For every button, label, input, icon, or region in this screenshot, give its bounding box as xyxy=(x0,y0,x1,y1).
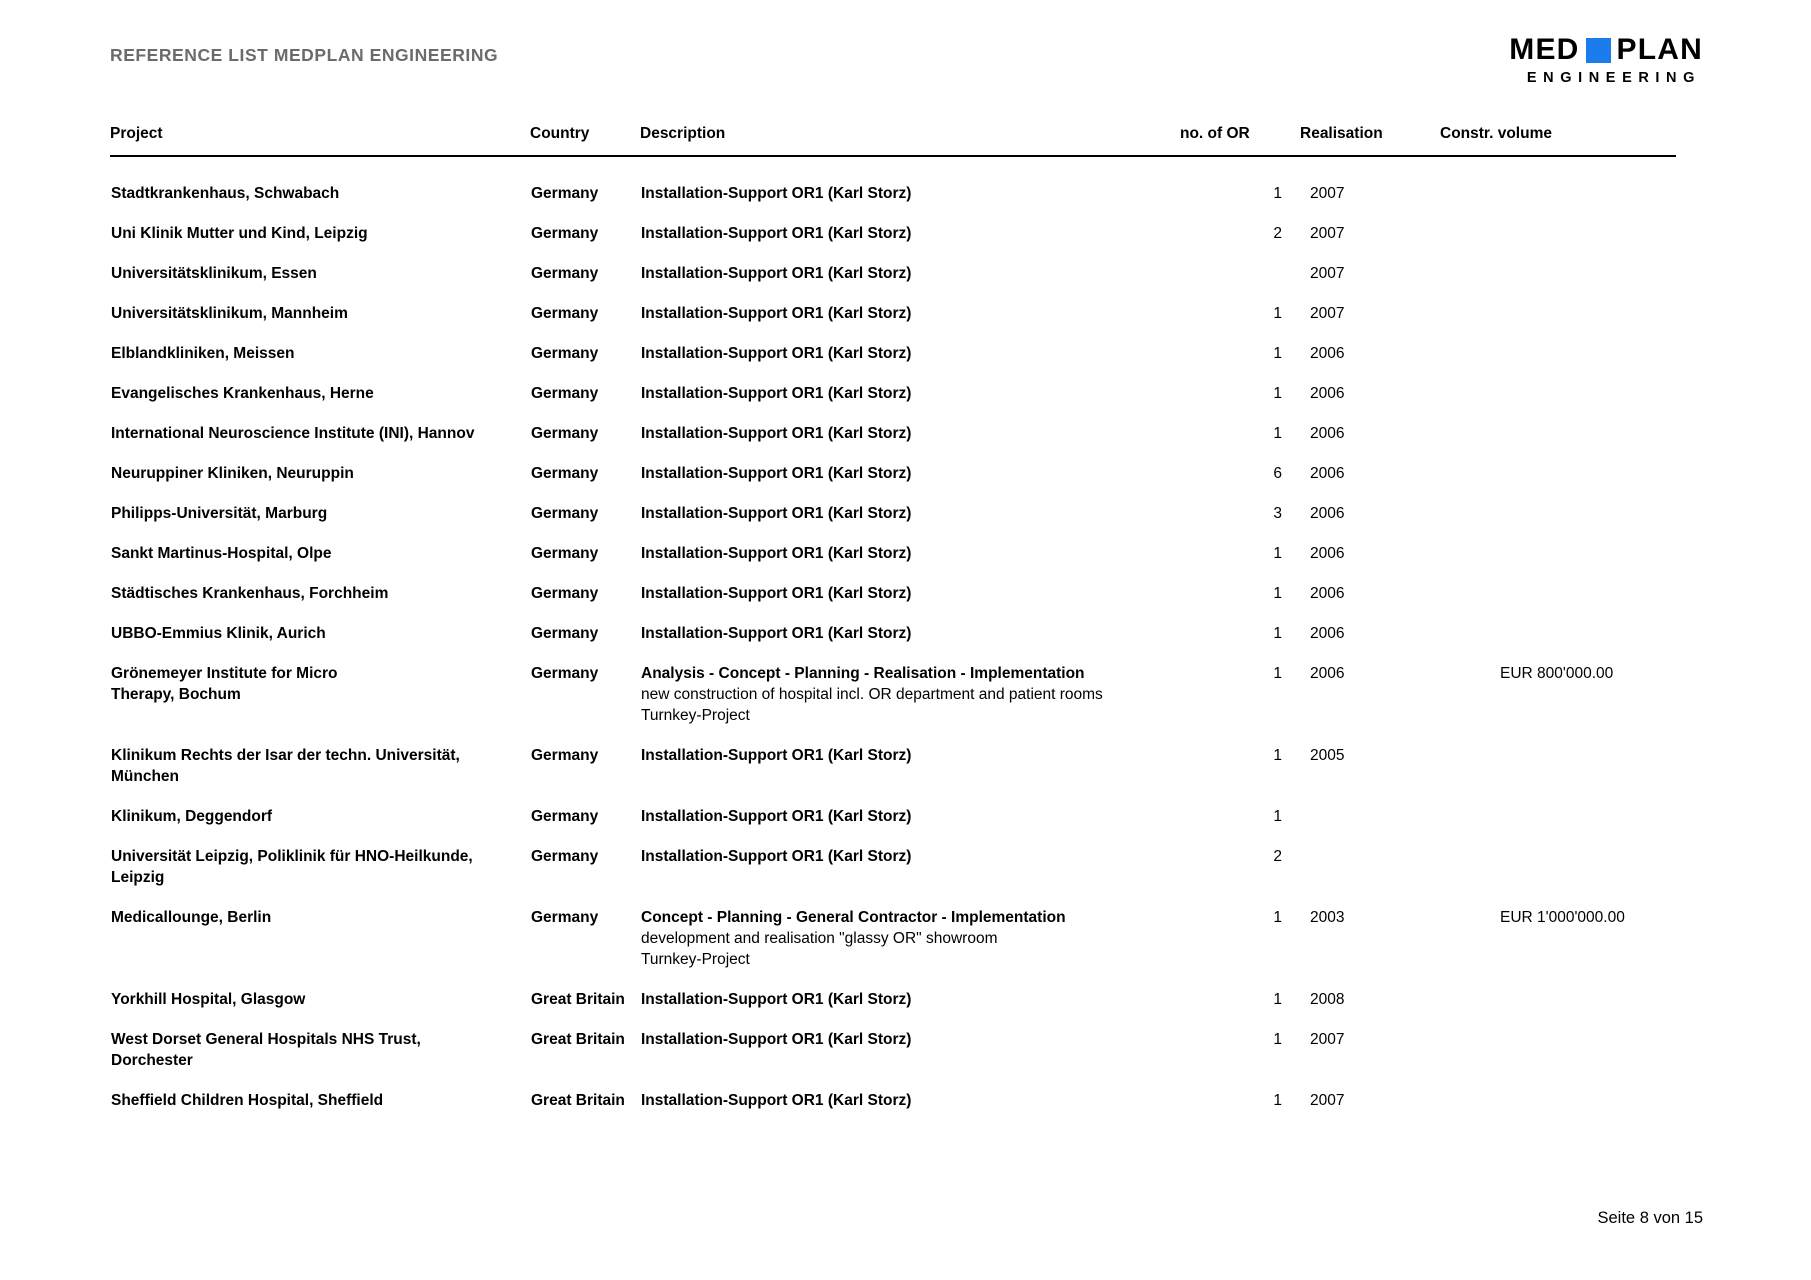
cell-realisation: 2007 xyxy=(1310,185,1345,202)
cell-constr-volume xyxy=(1440,244,1676,284)
cell-no-of-or: 1 xyxy=(1273,747,1282,764)
project-name-line1: Klinikum, Deggendorf xyxy=(111,808,273,825)
cell-constr-volume xyxy=(1440,604,1676,644)
logo-word-med: MED xyxy=(1509,33,1580,66)
cell-country: Germany xyxy=(531,505,599,522)
cell-constr-volume xyxy=(1440,787,1676,827)
cell-country: Germany xyxy=(531,385,599,402)
table-row xyxy=(110,604,1676,644)
cell-realisation: 2006 xyxy=(1310,545,1345,562)
cell-constr-volume xyxy=(1440,524,1676,564)
description-subline-2: Turnkey-Project xyxy=(641,707,750,724)
page-title: REFERENCE LIST MEDPLAN ENGINEERING xyxy=(110,45,499,65)
cell-project xyxy=(110,324,530,364)
cell-no-of-or: 3 xyxy=(1273,505,1282,522)
table-row xyxy=(110,564,1676,604)
cell-country: Germany xyxy=(531,345,599,362)
description-headline: Installation-Support OR1 (Karl Storz) xyxy=(641,991,912,1008)
cell-project xyxy=(110,888,530,970)
table-row xyxy=(110,284,1676,324)
cell-description xyxy=(640,244,1180,284)
table-header-row xyxy=(110,125,1676,156)
cell-constr-volume xyxy=(1440,284,1676,324)
project-name-line2: Dorchester xyxy=(111,1052,193,1069)
cell-country: Germany xyxy=(531,305,599,322)
cell-description xyxy=(640,604,1180,644)
cell-country: Germany xyxy=(531,425,599,442)
table-row xyxy=(110,1010,1676,1071)
cell-country: Great Britain xyxy=(531,1031,625,1048)
cell-realisation xyxy=(1300,827,1440,888)
project-name-line1: Klinikum Rechts der Isar der techn. Universität, xyxy=(111,747,460,764)
cell-project xyxy=(110,364,530,404)
cell-country: Germany xyxy=(531,545,599,562)
cell-country: Germany xyxy=(531,909,599,926)
cell-realisation: 2007 xyxy=(1310,1092,1345,1109)
project-name-line1: Universitätsklinikum, Mannheim xyxy=(111,305,348,322)
project-name-line1: Yorkhill Hospital, Glasgow xyxy=(111,991,306,1008)
cell-constr-volume xyxy=(1440,564,1676,604)
project-name-line1: Philipps-Universität, Marburg xyxy=(111,505,328,522)
cell-no-of-or: 1 xyxy=(1273,665,1282,682)
table-row xyxy=(110,156,1676,204)
project-name-line2: Leipzig xyxy=(111,869,165,886)
cell-description xyxy=(640,404,1180,444)
project-name-line1: West Dorset General Hospitals NHS Trust, xyxy=(111,1031,421,1048)
cell-country: Germany xyxy=(531,808,599,825)
cell-project xyxy=(110,404,530,444)
table-row xyxy=(110,726,1676,787)
project-name-line1: Sheffield Children Hospital, Sheffield xyxy=(111,1092,384,1109)
cell-realisation: 2006 xyxy=(1310,465,1345,482)
description-headline: Installation-Support OR1 (Karl Storz) xyxy=(641,545,912,562)
description-headline: Installation-Support OR1 (Karl Storz) xyxy=(641,625,912,642)
project-name-line1: International Neuroscience Institute (INI), Hannov xyxy=(111,425,475,442)
cell-country: Germany xyxy=(531,265,599,282)
cell-no-of-or: 1 xyxy=(1273,909,1282,926)
project-name-line1: Evangelisches Krankenhaus, Herne xyxy=(111,385,374,402)
table-row xyxy=(110,644,1676,726)
table-row xyxy=(110,444,1676,484)
cell-description xyxy=(640,888,1180,970)
reference-table-container xyxy=(110,125,1676,1111)
cell-project xyxy=(110,444,530,484)
cell-project xyxy=(110,284,530,324)
description-headline: Installation-Support OR1 (Karl Storz) xyxy=(641,808,912,825)
column-header-description: Description xyxy=(640,125,1180,156)
cell-country: Germany xyxy=(531,585,599,602)
project-name-line1: Uni Klinik Mutter und Kind, Leipzig xyxy=(111,225,368,242)
description-headline: Installation-Support OR1 (Karl Storz) xyxy=(641,225,912,242)
project-name-line2: Therapy, Bochum xyxy=(111,686,241,703)
cell-description xyxy=(640,484,1180,524)
description-headline: Installation-Support OR1 (Karl Storz) xyxy=(641,385,912,402)
cell-constr-volume: EUR 800'000.00 xyxy=(1500,665,1614,682)
cell-project xyxy=(110,156,530,204)
project-name-line1: Universität Leipzig, Poliklinik für HNO-Heilkunde, xyxy=(111,848,473,865)
cell-no-of-or: 1 xyxy=(1273,185,1282,202)
cell-realisation xyxy=(1300,787,1440,827)
column-header-constr-volume: Constr. volume xyxy=(1440,125,1676,156)
cell-no-of-or: 1 xyxy=(1273,425,1282,442)
column-header-no-of-or: no. of OR xyxy=(1180,125,1300,156)
cell-constr-volume xyxy=(1440,444,1676,484)
cell-description xyxy=(640,827,1180,888)
cell-description xyxy=(640,284,1180,324)
logo-subtitle: ENGINEERING xyxy=(1526,70,1701,86)
column-header-project: Project xyxy=(110,125,530,156)
logo-square-icon xyxy=(1586,38,1611,63)
cell-description xyxy=(640,156,1180,204)
cell-constr-volume xyxy=(1440,156,1676,204)
cell-project xyxy=(110,484,530,524)
table-row xyxy=(110,1071,1676,1111)
cell-description xyxy=(640,324,1180,364)
cell-project xyxy=(110,1010,530,1071)
description-headline: Installation-Support OR1 (Karl Storz) xyxy=(641,185,912,202)
cell-description xyxy=(640,1010,1180,1071)
cell-no-of-or: 2 xyxy=(1273,848,1282,865)
cell-description xyxy=(640,644,1180,726)
cell-no-of-or: 1 xyxy=(1273,991,1282,1008)
cell-realisation: 2003 xyxy=(1310,909,1345,926)
description-headline: Installation-Support OR1 (Karl Storz) xyxy=(641,848,912,865)
cell-realisation: 2006 xyxy=(1310,345,1345,362)
medplan-logo xyxy=(1509,35,1703,86)
logo-word-plan: PLAN xyxy=(1616,33,1703,66)
cell-description xyxy=(640,364,1180,404)
description-headline: Installation-Support OR1 (Karl Storz) xyxy=(641,345,912,362)
cell-country: Germany xyxy=(531,465,599,482)
table-row xyxy=(110,204,1676,244)
project-name-line1: Medicallounge, Berlin xyxy=(111,909,272,926)
description-headline: Installation-Support OR1 (Karl Storz) xyxy=(641,1031,912,1048)
table-header xyxy=(110,125,1676,156)
table-row xyxy=(110,970,1676,1010)
cell-no-of-or: 6 xyxy=(1273,465,1282,482)
reference-list-table xyxy=(110,125,1676,1111)
cell-project xyxy=(110,827,530,888)
project-name-line1: Elblandkliniken, Meissen xyxy=(111,345,295,362)
cell-realisation: 2006 xyxy=(1310,665,1345,682)
project-name-line1: Stadtkrankenhaus, Schwabach xyxy=(111,185,340,202)
cell-constr-volume xyxy=(1440,484,1676,524)
cell-no-of-or: 1 xyxy=(1273,625,1282,642)
table-row xyxy=(110,787,1676,827)
project-name-line1: Städtisches Krankenhaus, Forchheim xyxy=(111,585,389,602)
project-name-line1: Universitätsklinikum, Essen xyxy=(111,265,317,282)
cell-project xyxy=(110,524,530,564)
cell-description xyxy=(640,1071,1180,1111)
description-headline: Analysis - Concept - Planning - Realisation - Implementation xyxy=(641,665,1085,682)
cell-no-of-or: 1 xyxy=(1273,1031,1282,1048)
cell-realisation: 2008 xyxy=(1310,991,1345,1008)
description-subline-2: Turnkey-Project xyxy=(641,951,750,968)
cell-project xyxy=(110,644,530,726)
cell-constr-volume xyxy=(1440,324,1676,364)
cell-country: Germany xyxy=(531,225,599,242)
project-name-line2: München xyxy=(111,768,180,785)
description-headline: Installation-Support OR1 (Karl Storz) xyxy=(641,305,912,322)
cell-constr-volume xyxy=(1440,204,1676,244)
table-row xyxy=(110,827,1676,888)
cell-country: Germany xyxy=(531,665,599,682)
page-number-footer: Seite 8 von 15 xyxy=(1597,1209,1703,1227)
cell-description xyxy=(640,970,1180,1010)
description-headline: Installation-Support OR1 (Karl Storz) xyxy=(641,585,912,602)
cell-no-of-or: 1 xyxy=(1273,345,1282,362)
table-row xyxy=(110,324,1676,364)
cell-constr-volume xyxy=(1440,1010,1676,1071)
cell-country: Germany xyxy=(531,747,599,764)
cell-realisation: 2007 xyxy=(1310,265,1345,282)
table-row xyxy=(110,404,1676,444)
column-header-country: Country xyxy=(530,125,640,156)
cell-no-of-or: 2 xyxy=(1273,225,1282,242)
description-headline: Installation-Support OR1 (Karl Storz) xyxy=(641,505,912,522)
cell-realisation: 2006 xyxy=(1310,425,1345,442)
cell-constr-volume xyxy=(1440,970,1676,1010)
cell-country: Great Britain xyxy=(531,1092,625,1109)
description-headline: Installation-Support OR1 (Karl Storz) xyxy=(641,425,912,442)
cell-project xyxy=(110,204,530,244)
table-row xyxy=(110,244,1676,284)
cell-constr-volume: EUR 1'000'000.00 xyxy=(1500,909,1625,926)
table-body xyxy=(110,156,1676,1111)
cell-project xyxy=(110,970,530,1010)
cell-realisation: 2006 xyxy=(1310,505,1345,522)
table-row xyxy=(110,484,1676,524)
cell-country: Germany xyxy=(531,625,599,642)
document-header xyxy=(0,0,1811,96)
cell-realisation: 2005 xyxy=(1310,747,1345,764)
cell-project xyxy=(110,244,530,284)
cell-description xyxy=(640,444,1180,484)
project-name-line1: Grönemeyer Institute for Micro xyxy=(111,665,338,682)
table-row xyxy=(110,524,1676,564)
cell-no-of-or: 1 xyxy=(1273,585,1282,602)
cell-no-of-or: 1 xyxy=(1273,808,1282,825)
project-name-line1: UBBO-Emmius Klinik, Aurich xyxy=(111,625,326,642)
table-row xyxy=(110,888,1676,970)
cell-no-of-or: 1 xyxy=(1273,1092,1282,1109)
table-row xyxy=(110,364,1676,404)
cell-description xyxy=(640,524,1180,564)
description-headline: Installation-Support OR1 (Karl Storz) xyxy=(641,465,912,482)
cell-description xyxy=(640,204,1180,244)
cell-no-of-or: 1 xyxy=(1273,385,1282,402)
cell-constr-volume xyxy=(1440,404,1676,444)
column-header-realisation: Realisation xyxy=(1300,125,1440,156)
cell-realisation: 2006 xyxy=(1310,625,1345,642)
cell-constr-volume xyxy=(1440,827,1676,888)
logo-wordmark xyxy=(1509,35,1703,65)
cell-project xyxy=(110,1071,530,1111)
cell-description xyxy=(640,787,1180,827)
cell-realisation: 2007 xyxy=(1310,225,1345,242)
cell-no-of-or: 1 xyxy=(1273,545,1282,562)
cell-project xyxy=(110,564,530,604)
cell-realisation: 2006 xyxy=(1310,585,1345,602)
project-name-line1: Sankt Martinus-Hospital, Olpe xyxy=(111,545,332,562)
cell-description xyxy=(640,726,1180,787)
description-headline: Installation-Support OR1 (Karl Storz) xyxy=(641,1092,912,1109)
description-subline-1: development and realisation "glassy OR" showroom xyxy=(641,930,998,947)
cell-constr-volume xyxy=(1440,726,1676,787)
cell-project xyxy=(110,604,530,644)
cell-realisation: 2007 xyxy=(1310,305,1345,322)
description-headline: Concept - Planning - General Contractor - Implementation xyxy=(641,909,1066,926)
cell-project xyxy=(110,787,530,827)
cell-no-of-or xyxy=(1180,244,1300,284)
cell-project xyxy=(110,726,530,787)
cell-constr-volume xyxy=(1440,1071,1676,1111)
cell-no-of-or: 1 xyxy=(1273,305,1282,322)
description-headline: Installation-Support OR1 (Karl Storz) xyxy=(641,747,912,764)
cell-description xyxy=(640,564,1180,604)
cell-country: Great Britain xyxy=(531,991,625,1008)
cell-constr-volume xyxy=(1440,364,1676,404)
project-name-line1: Neuruppiner Kliniken, Neuruppin xyxy=(111,465,354,482)
description-headline: Installation-Support OR1 (Karl Storz) xyxy=(641,265,912,282)
cell-country: Germany xyxy=(531,185,599,202)
description-subline-1: new construction of hospital incl. OR department and patient rooms xyxy=(641,686,1103,703)
cell-realisation: 2006 xyxy=(1310,385,1345,402)
cell-realisation: 2007 xyxy=(1310,1031,1345,1048)
cell-country: Germany xyxy=(531,848,599,865)
